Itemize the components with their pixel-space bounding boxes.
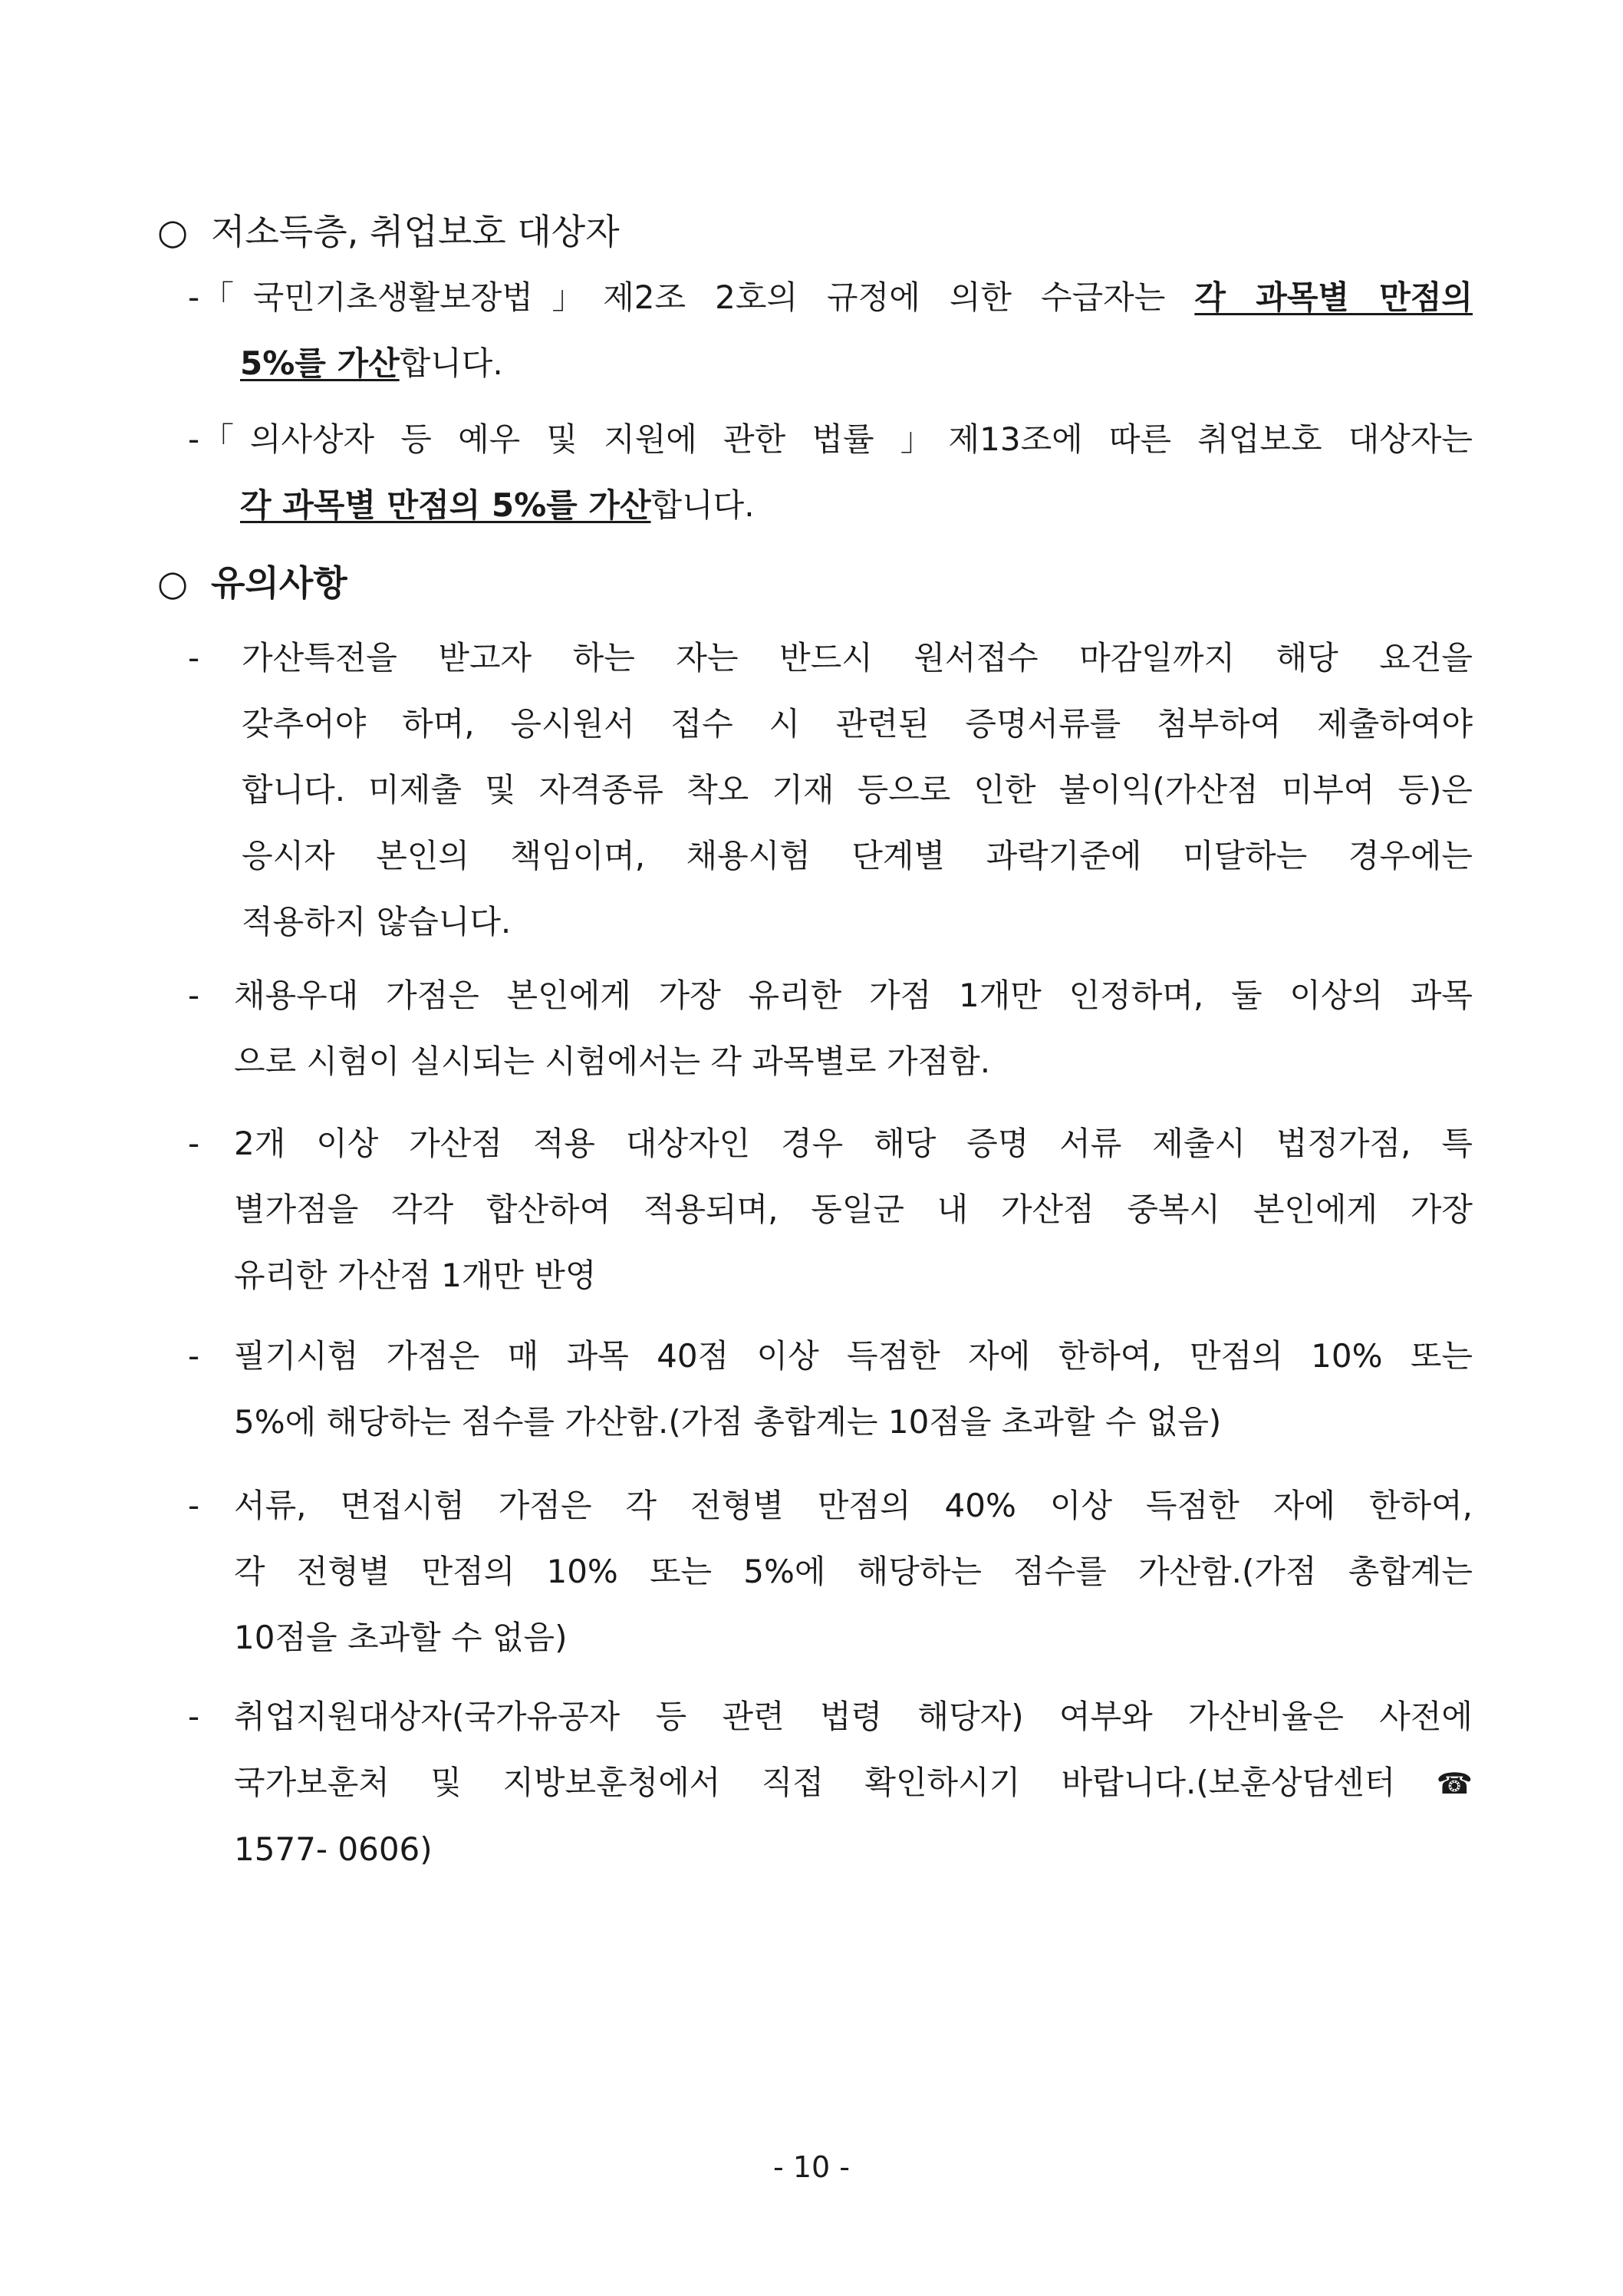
telephone-icon: ☎ (1436, 1767, 1473, 1800)
item-text: 「의사상자 등 예우 및 지원에 관한 법률 」제13조에 따른 취업보호 대상자는 (202, 420, 1473, 458)
dash-bullet: - (188, 977, 200, 1014)
circle-bullet-icon: ○ (157, 211, 189, 252)
emphasis-text: 각 과목별 만점의 (1194, 278, 1473, 316)
list-item (188, 1684, 1473, 1883)
item-line: 국가보훈처 및 지방보훈청에서 직접 확인하시기 바랍니다.(보훈상담센터 (234, 1764, 1396, 1801)
section-title: 저소득층, 취업보호 대상자 (211, 211, 620, 252)
list-item (188, 407, 1473, 539)
dash-bullet: - (188, 1698, 200, 1735)
list-item (188, 265, 1473, 397)
item-line: 적용하지 않습니다. (242, 903, 512, 940)
item-line: 별가점을 각각 합산하여 적용되며, 동일군 내 가산점 중복시 본인에게 가장 (234, 1191, 1473, 1228)
section-title: 유의사항 (211, 562, 347, 604)
dash-bullet: - (188, 278, 200, 316)
item-line: 채용우대 가점은 본인에게 가장 유리한 가점 1개만 인정하며, 둘 이상의 과목 (234, 977, 1473, 1014)
item-text: 「국민기초생활보장법」제2조 2호의 규정에 의한 수급자는 (202, 278, 1195, 316)
dash-bullet: - (188, 1487, 200, 1524)
emphasis-text: 각 과목별 만점의 5%를 가산 (240, 486, 651, 524)
section-heading-low-income (157, 209, 620, 255)
list-item (188, 1473, 1473, 1671)
item-text: 합니다. (399, 344, 503, 382)
item-line: 으로 시험이 실시되는 시험에서는 각 과목별로 가점함. (234, 1043, 991, 1080)
dash-bullet: - (188, 1337, 200, 1375)
dash-bullet: - (188, 1125, 200, 1162)
item-text: 합니다. (650, 486, 755, 524)
circle-bullet-icon: ○ (157, 562, 189, 604)
item-line: 유리한 가산점 1개만 반영 (234, 1257, 597, 1294)
page-number: - 10 - (773, 2150, 850, 2184)
list-item (188, 963, 1473, 1095)
item-line: 1577- 0606) (234, 1830, 433, 1868)
emphasis-text: 5%를 가산 (240, 344, 400, 382)
list-item (188, 1323, 1473, 1455)
section-heading-notes (157, 560, 347, 606)
item-line: 필기시험 가점은 매 과목 40점 이상 득점한 자에 한하여, 만점의 10% 또는 (234, 1337, 1473, 1375)
item-line: 10점을 초과할 수 없음) (234, 1619, 568, 1656)
item-line: 갖추어야 하며, 응시원서 접수 시 관련된 증명서류를 첨부하여 제출하여야 (242, 705, 1473, 743)
item-line: 서류, 면접시험 가점은 각 전형별 만점의 40% 이상 득점한 자에 한하여, (234, 1487, 1473, 1524)
dash-bullet: - (188, 420, 200, 458)
dash-bullet: - (188, 639, 200, 677)
item-line: 응시자 본인의 책임이며, 채용시험 단계별 과락기준에 미달하는 경우에는 (242, 837, 1473, 875)
item-line: 합니다. 미제출 및 자격종류 착오 기재 등으로 인한 불이익(가산점 미부여 등)은 (242, 771, 1473, 809)
list-item (188, 1111, 1473, 1309)
item-line: 5%에 해당하는 점수를 가산함.(가점 총합계는 10점을 초과할 수 없음) (234, 1403, 1222, 1441)
item-line: 각 전형별 만점의 10% 또는 5%에 해당하는 점수를 가산함.(가점 총합계는 (234, 1553, 1473, 1590)
list-item (188, 625, 1473, 955)
item-line: 취업지원대상자(국가유공자 등 관련 법령 해당자) 여부와 가산비율은 사전에 (234, 1698, 1473, 1735)
item-line: 가산특전을 받고자 하는 자는 반드시 원서접수 마감일까지 해당 요건을 (242, 639, 1473, 677)
item-line: 2개 이상 가산점 적용 대상자인 경우 해당 증명 서류 제출시 법정가점, 특 (234, 1125, 1473, 1162)
